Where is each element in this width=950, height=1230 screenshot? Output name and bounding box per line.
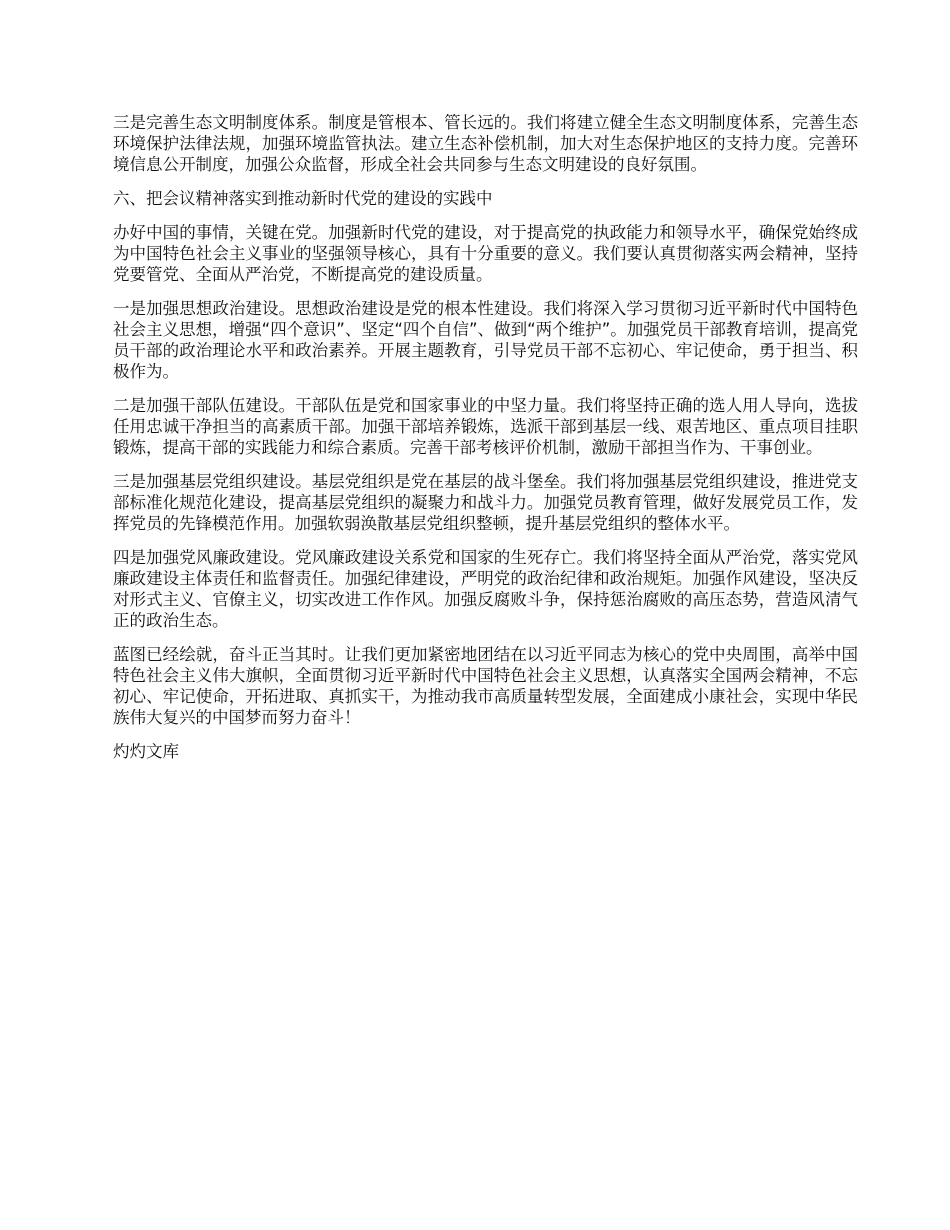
paragraph-ecological-system: 三是完善生态文明制度体系。制度是管根本、管长远的。我们将建立健全生态文明制度体系，完善生态环境保护法律法规，加强环境监管执法。建立生态补偿机制，加大对生态保护地区的支持力度。完善环境信息公开制度，加强公众监督，形成全社会共同参与生态文明建设的良好氛围。 bbox=[113, 113, 858, 174]
section-heading-party-building: 六、把会议精神落实到推动新时代党的建设的实践中 bbox=[113, 189, 493, 208]
paragraph-party-key: 办好中国的事情，关键在党。加强新时代党的建设，对于提高党的执政能力和领导水平，确保党始终成为中国特色社会主义事业的坚强领导核心，具有十分重要的意义。我们要认真贯彻落实两会精神，坚持党要管党、全面从严治党，不断提高党的建设质量。 bbox=[113, 223, 858, 284]
paragraph-conclusion: 蓝图已经绘就，奋斗正当其时。让我们更加紧密地团结在以习近平同志为核心的党中央周围，高举中国特色社会主义伟大旗帜，全面贯彻习近平新时代中国特色社会主义思想，认真落实全国两会精神，不忘初心、牢记使命，开拓进取、真抓实干，为推动我市高质量转型发展，全面建成小康社会，实现中华民族伟大复兴的中国梦而努力奋斗！ bbox=[113, 645, 858, 727]
paragraph-grassroots-building: 三是加强基层党组织建设。基层党组织是党在基层的战斗堡垒。我们将加强基层党组织建设，推进党支部标准化规范化建设，提高基层党组织的凝聚力和战斗力。加强党员教育管理，做好发展党员工作，发挥党员的先锋模范作用。加强软弱涣散基层党组织整顿，提升基层党组织的整体水平。 bbox=[113, 472, 858, 533]
paragraph-cadre-building: 二是加强干部队伍建设。干部队伍是党和国家事业的中坚力量。我们将坚持正确的选人用人导向，选拔任用忠诚干净担当的高素质干部。加强干部培养锻炼，选派干部到基层一线、艰苦地区、重点项目挂职锻炼，提高干部的实践能力和综合素质。完善干部考核评价机制，激励干部担当作为、干事创业。 bbox=[113, 396, 858, 457]
document-body bbox=[113, 112, 858, 762]
paragraph-ideological-building: 一是加强思想政治建设。思想政治建设是党的根本性建设。我们将深入学习贯彻习近平新时代中国特色社会主义思想，增强“四个意识”、坚定“四个自信”、做到“两个维护”。加强党员干部教育培训，提高党员干部的政治理论水平和政治素养。开展主题教育，引导党员干部不忘初心、牢记使命，勇于担当、积极作为。 bbox=[113, 299, 858, 381]
paragraph-integrity-building: 四是加强党风廉政建设。党风廉政建设关系党和国家的生死存亡。我们将坚持全面从严治党，落实党风廉政建设主体责任和监督责任。加强纪律建设，严明党的政治纪律和政治规矩。加强作风建设，坚决反对形式主义、官僚主义，切实改进工作作风。加强反腐败斗争，保持惩治腐败的高压态势，营造风清气正的政治生态。 bbox=[113, 548, 858, 630]
source-footer: 灼灼文库 bbox=[113, 742, 179, 761]
